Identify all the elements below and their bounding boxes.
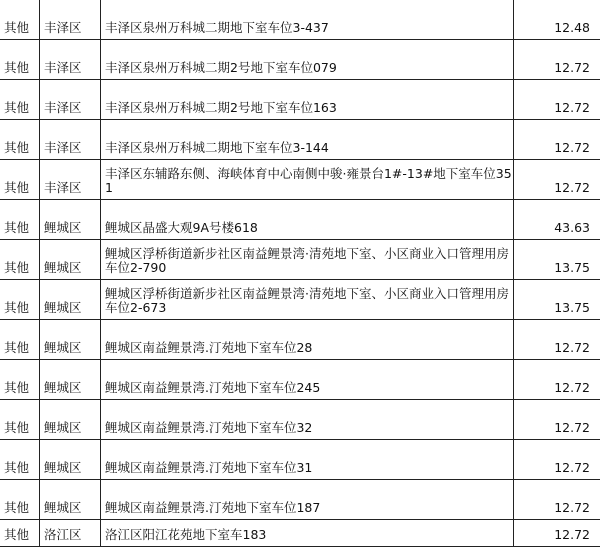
- price-cell: 12.72: [514, 120, 600, 160]
- price-cell: 12.72: [514, 440, 600, 480]
- location-cell: 鲤城区晶盛大观9A号楼618: [101, 200, 514, 240]
- price-cell: 43.63: [514, 200, 600, 240]
- district-cell: 丰泽区: [40, 80, 101, 120]
- table-row: [0, 360, 600, 400]
- district-cell: 鲤城区: [40, 240, 101, 280]
- location-cell: 丰泽区泉州万科城二期地下室车位3-437: [101, 0, 514, 40]
- district-cell: 丰泽区: [40, 160, 101, 200]
- price-cell: 12.72: [514, 160, 600, 200]
- table-row: [0, 200, 600, 240]
- table-row: [0, 440, 600, 480]
- category-cell: 其他: [0, 240, 40, 280]
- category-cell: 其他: [0, 360, 40, 400]
- table-row: [0, 480, 600, 520]
- price-cell: 13.75: [514, 280, 600, 320]
- location-cell: 鲤城区浮桥街道新步社区南益鲤景湾·清苑地下室、小区商业入口管理用房车位2-790: [101, 240, 514, 280]
- table-row: [0, 280, 600, 320]
- location-cell: 丰泽区泉州万科城二期地下室车位3-144: [101, 120, 514, 160]
- table-row: [0, 240, 600, 280]
- location-cell: 丰泽区东辅路东侧、海峡体育中心南侧中骏·雍景台1#-13#地下室车位351: [101, 160, 514, 200]
- category-cell: 其他: [0, 400, 40, 440]
- table-row: [0, 160, 600, 200]
- district-cell: 丰泽区: [40, 40, 101, 80]
- price-cell: 12.72: [514, 520, 600, 547]
- category-cell: 其他: [0, 0, 40, 40]
- table-row: [0, 120, 600, 160]
- district-cell: 洛江区: [40, 520, 101, 547]
- category-cell: 其他: [0, 40, 40, 80]
- location-cell: 鲤城区南益鲤景湾.汀苑地下室车位245: [101, 360, 514, 400]
- location-cell: 鲤城区南益鲤景湾.汀苑地下室车位31: [101, 440, 514, 480]
- table-row: [0, 80, 600, 120]
- category-cell: 其他: [0, 320, 40, 360]
- table-row: [0, 400, 600, 440]
- category-cell: 其他: [0, 440, 40, 480]
- district-cell: 鲤城区: [40, 200, 101, 240]
- location-cell: 鲤城区南益鲤景湾.汀苑地下室车位28: [101, 320, 514, 360]
- price-cell: 12.72: [514, 40, 600, 80]
- district-cell: 丰泽区: [40, 120, 101, 160]
- category-cell: 其他: [0, 200, 40, 240]
- price-cell: 12.72: [514, 320, 600, 360]
- district-cell: 鲤城区: [40, 440, 101, 480]
- category-cell: 其他: [0, 160, 40, 200]
- price-cell: 13.75: [514, 240, 600, 280]
- district-cell: 丰泽区: [40, 0, 101, 40]
- district-cell: 鲤城区: [40, 360, 101, 400]
- category-cell: 其他: [0, 80, 40, 120]
- table-row: [0, 320, 600, 360]
- price-cell: 12.48: [514, 0, 600, 40]
- category-cell: 其他: [0, 480, 40, 520]
- category-cell: 其他: [0, 120, 40, 160]
- location-cell: 洛江区阳江花苑地下室车183: [101, 520, 514, 547]
- district-cell: 鲤城区: [40, 480, 101, 520]
- category-cell: 其他: [0, 280, 40, 320]
- category-cell: 其他: [0, 520, 40, 547]
- location-cell: 鲤城区浮桥街道新步社区南益鲤景湾·清苑地下室、小区商业入口管理用房车位2-673: [101, 280, 514, 320]
- location-cell: 丰泽区泉州万科城二期2号地下室车位079: [101, 40, 514, 80]
- table-row: [0, 40, 600, 80]
- location-cell: 鲤城区南益鲤景湾.汀苑地下室车位187: [101, 480, 514, 520]
- table-row: [0, 520, 600, 547]
- price-cell: 12.72: [514, 80, 600, 120]
- price-cell: 12.72: [514, 400, 600, 440]
- district-cell: 鲤城区: [40, 280, 101, 320]
- price-cell: 12.72: [514, 480, 600, 520]
- district-cell: 鲤城区: [40, 320, 101, 360]
- price-cell: 12.72: [514, 360, 600, 400]
- district-cell: 鲤城区: [40, 400, 101, 440]
- location-cell: 鲤城区南益鲤景湾.汀苑地下室车位32: [101, 400, 514, 440]
- table-row: [0, 0, 600, 40]
- location-cell: 丰泽区泉州万科城二期2号地下室车位163: [101, 80, 514, 120]
